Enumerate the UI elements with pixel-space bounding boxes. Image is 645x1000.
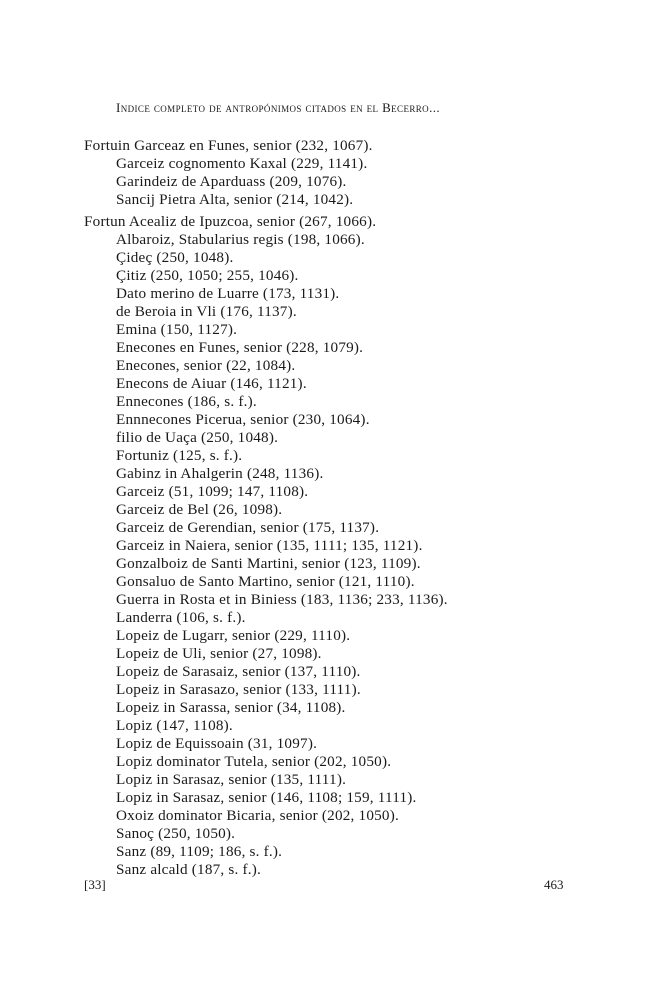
index-entry-main: Fortun Acealiz de Ipuzcoa, senior (267, 1066). [84,213,377,230]
index-entry-sub: Emina (150, 1127). [116,321,238,338]
index-entry-sub: filio de Uaça (250, 1048). [116,429,279,446]
index-entry-sub: Enecones, senior (22, 1084). [116,357,296,374]
index-entry-sub: Garceiz in Naiera, senior (135, 1111; 135, 1121). [116,537,423,554]
index-entry-sub: Lopiz dominator Tutela, senior (202, 1050). [116,753,392,770]
index-entry-sub: Enecones en Funes, senior (228, 1079). [116,339,364,356]
index-entry-sub: Garceiz de Gerendian, senior (175, 1137). [116,519,380,536]
index-entry-sub: Garindeiz de Aparduass (209, 1076). [116,173,347,190]
index-entry-sub: Gonsaluo de Santo Martino, senior (121, 1110). [116,573,415,590]
index-entry-sub: Ennnecones Picerua, senior (230, 1064). [116,411,370,428]
index-entry-sub: Lopeiz in Sarasazo, senior (133, 1111). [116,681,361,698]
index-entry-sub: Lopiz in Sarasaz, senior (146, 1108; 159, 1111). [116,789,417,806]
index-entry-sub: Sanz (89, 1109; 186, s. f.). [116,843,283,860]
index-entry-sub: Lopeiz de Lugarr, senior (229, 1110). [116,627,351,644]
index-entry-sub: Lopiz (147, 1108). [116,717,233,734]
index-entry-sub: Garceiz (51, 1099; 147, 1108). [116,483,309,500]
index-entry-sub: Sancij Pietra Alta, senior (214, 1042). [116,191,354,208]
index-entry-sub: Çitiz (250, 1050; 255, 1046). [116,267,299,284]
index-entry-sub: Sanoç (250, 1050). [116,825,236,842]
index-entry-sub: Garceiz cognomento Kaxal (229, 1141). [116,155,368,172]
index-entry-sub: Albaroiz, Stabularius regis (198, 1066). [116,231,365,248]
index-entry-sub: Lopeiz de Uli, senior (27, 1098). [116,645,322,662]
index-entry-main: Fortuin Garceaz en Funes, senior (232, 1067). [84,137,373,154]
index-entry-sub: Ennecones (186, s. f.). [116,393,257,410]
section-number: [33] [84,877,106,892]
index-entry-sub: Lopeiz de Sarasaiz, senior (137, 1110). [116,663,361,680]
index-entry-sub: Garceiz de Bel (26, 1098). [116,501,283,518]
page-number: 463 [544,877,564,892]
index-entry-sub: Guerra in Rosta et in Biniess (183, 1136; 233, 1136). [116,591,448,608]
index-entry-sub: Oxoiz dominator Bicaria, senior (202, 1050). [116,807,399,824]
running-header [116,100,440,116]
index-entry-sub: Lopiz in Sarasaz, senior (135, 1111). [116,771,347,788]
running-title: Indice completo de antropónimos citados en el Becerro... [116,100,441,115]
index-entry-sub: Gabinz in Ahalgerin (248, 1136). [116,465,324,482]
index-entry-sub: Sanz alcald (187, s. f.). [116,861,262,878]
index-entry-sub: Lopiz de Equissoain (31, 1097). [116,735,318,752]
index-entry-sub: Gonzalboiz de Santi Martini, senior (123, 1109). [116,555,421,572]
index-entry-sub: Fortuniz (125, s. f.). [116,447,243,464]
index-entry-sub: Dato merino de Luarre (173, 1131). [116,285,340,302]
index-entry-sub: de Beroia in Vli (176, 1137). [116,303,297,320]
index-entry-sub: Lopeiz in Sarassa, senior (34, 1108). [116,699,346,716]
index-entry-sub: Landerra (106, s. f.). [116,609,246,626]
index-entry-sub: Enecons de Aiuar (146, 1121). [116,375,307,392]
index-entry-sub: Çideç (250, 1048). [116,249,234,266]
